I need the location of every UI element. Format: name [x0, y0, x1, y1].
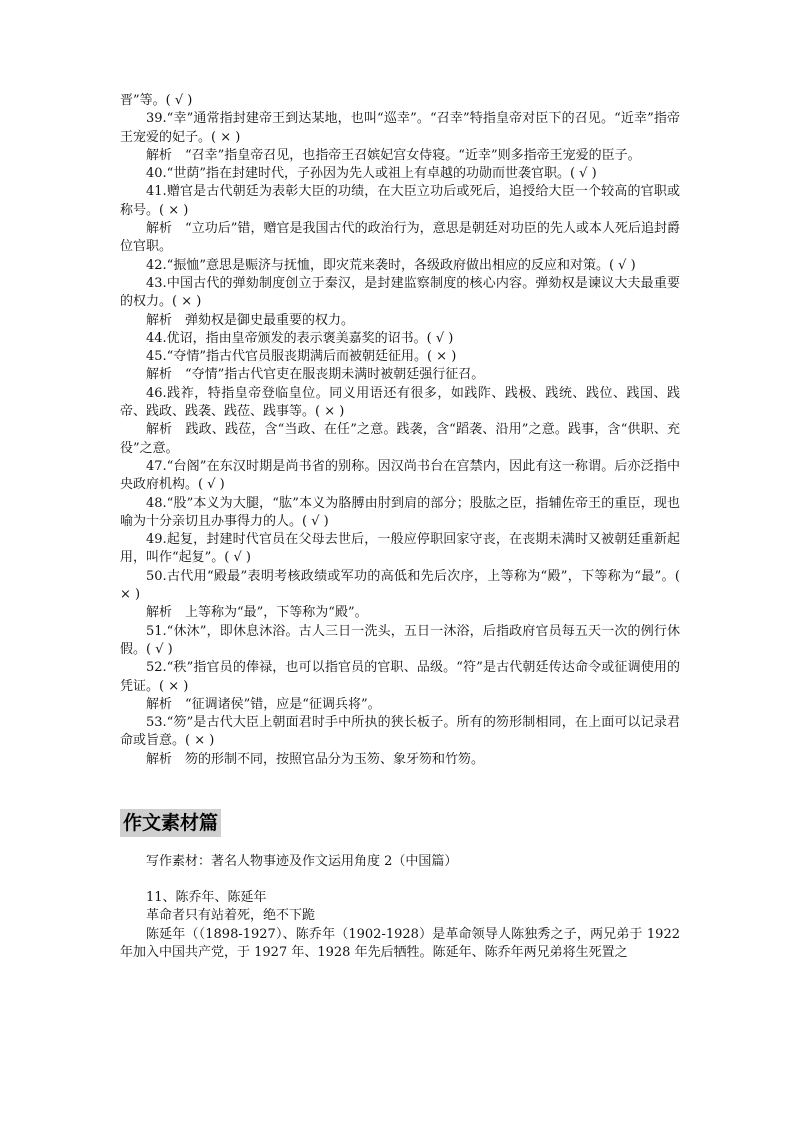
qa-paragraph: 解析 笏的形制不同，按照官品分为玉笏、象牙笏和竹笏。: [146, 751, 485, 767]
qa-paragraph: 解析 “召幸”指皇帝召见，也指帝王召嫔妃宫女侍寝。“近幸”则多指帝王宠爱的臣子。: [146, 147, 641, 163]
entry-body: 陈延年（（1898-1927）、陈乔年（1902-1928）是革命领导人陈独秀之子，两兄弟于 1922 年加入中国共产党，于 1927 年、1928 年先后牺牲。陈延年、陈乔年两兄弟将生死置之: [120, 926, 680, 960]
qa-paragraph: 解析 弹劾权是御史最重要的权力。: [146, 312, 355, 328]
entry-title: 11、陈乔年、陈延年: [146, 889, 267, 905]
qa-paragraph: 47.“台阁”在东汉时期是尚书省的别称。因汉尚书台在宫禁内，因此有这一称谓。后亦泛指中央政府机构。( √ ): [120, 458, 680, 493]
qa-paragraph: 46.践祚，特指皇帝登临皇位。同义用语还有很多，如践阼、践极、践统、践位、践国、践帝、践政、践袭、践莅、践事等。( × ): [120, 385, 680, 420]
qa-paragraph: 解析 “立功后”错，赠官是我国古代的政治行为，意思是朝廷对功臣的先人或本人死后追封爵位官职。: [120, 221, 680, 255]
section-heading: 作文素材篇: [120, 809, 221, 837]
qa-paragraph: 39.“幸”通常指封建帝王到达某地，也叫“巡幸”。“召幸”特指皇帝对臣下的召见。“近幸”指帝王宠爱的妃子。( × ): [120, 111, 680, 145]
qa-paragraph: 40.“世荫”指在封建时代，子孙因为先人或祖上有卓越的功勋而世袭官职。( √ ): [146, 166, 597, 182]
qa-paragraph: 43.中国古代的弹劾制度创立于秦汉，是封建监察制度的核心内容。弹劾权是谏议大夫最重要的权力。( × ): [120, 275, 680, 310]
qa-paragraph: 解析 “征调诸侯”错，应是“征调兵将”。: [146, 696, 381, 712]
qa-paragraph: 48.“股”本义为大腿，“肱”本义为胳膊由肘到肩的部分；股肱之臣，指辅佐帝王的重臣，现也喻为十分亲切且办事得力的人。( √ ): [120, 495, 680, 529]
qa-paragraph: 52.“秩”指官员的俸禄，也可以指官员的官职、品级。“符”是古代朝廷传达命令或征调使用的凭证。( × ): [120, 660, 680, 694]
qa-paragraph: 解析 上等称为“最”，下等称为“殿”。: [146, 605, 368, 621]
document-page: [120, 92, 680, 962]
qa-paragraph: 53.“笏”是古代大臣上朝面君时手中所执的狭长板子。所有的笏形制相同，在上面可以记录君命或旨意。( × ): [120, 715, 680, 749]
entry-motto: 革命者只有站着死，绝不下跪: [146, 908, 316, 924]
qa-paragraph: 晋”等。( √ ): [120, 93, 193, 108]
qa-paragraph: 41.赠官是古代朝廷为表彰大臣的功绩，在大臣立功后或死后，追授给大臣一个较高的官职或称号。( × ): [120, 184, 680, 218]
qa-paragraph: 解析 践政、践莅，含“当政、在任”之意。践袭，含“蹈袭、沿用”之意。践事，含“供职、充役”之意。: [120, 422, 680, 456]
qa-paragraph: 51.“休沐”，即休息沐浴。古人三日一洗头，五日一沐浴，后指政府官员每五天一次的例行休假。( √ ): [120, 623, 680, 657]
qa-paragraph: 44.优诏，指由皇帝颁发的表示褒美嘉奖的诏书。( √ ): [146, 330, 454, 346]
question-list: [120, 92, 680, 769]
qa-paragraph: 42.“振恤”意思是赈济与抚恤，即灾荒来袭时，各级政府做出相应的反应和对策。( √ ): [146, 257, 636, 273]
qa-paragraph: 50.古代用“殿最”表明考核政绩或军功的高低和先后次序，上等称为“殿”，下等称为“最”。( × ): [120, 568, 680, 603]
qa-paragraph: 45.“夺情”指古代官员服丧期满后而被朝廷征用。( × ): [146, 349, 457, 365]
section-subtitle: 写作素材：著名人物事迹及作文运用角度 2（中国篇）: [146, 853, 458, 869]
qa-paragraph: 49.起复，封建时代官员在父母去世后，一般应停职回家守丧，在丧期未满时又被朝廷重新起用，叫作“起复”。( √ ): [120, 532, 680, 566]
qa-paragraph: 解析 “夺情”指古代官吏在服丧期未满时被朝廷强行征召。: [146, 367, 485, 383]
